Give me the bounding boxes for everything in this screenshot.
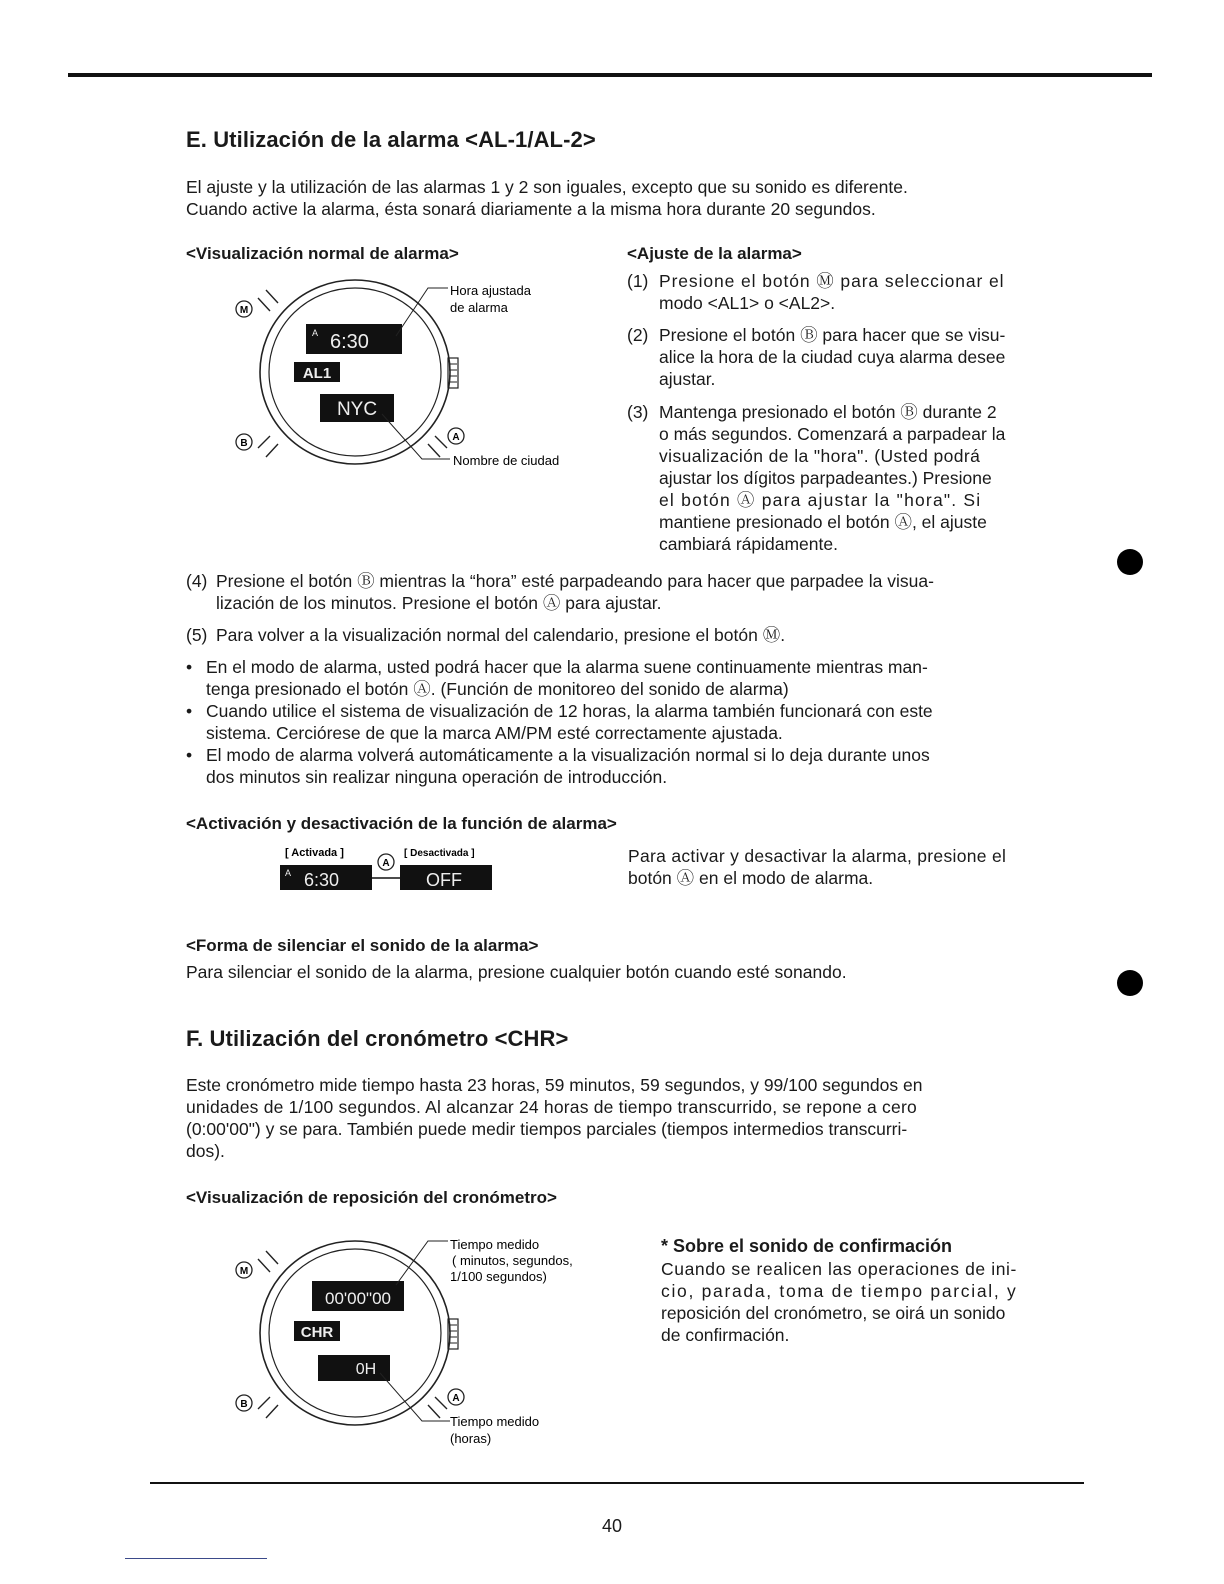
button-b-stem — [258, 436, 278, 457]
leader-measured — [396, 1241, 448, 1285]
step-number: (4) — [186, 571, 208, 591]
button-b-stem — [258, 1397, 278, 1418]
section-f-title: F. Utilización del cronómetro <CHR> — [186, 1026, 569, 1051]
page-number: 40 — [601, 1516, 623, 1536]
label-desactivada: [ Desactivada ] — [404, 848, 475, 859]
label-hora-line1: Hora ajustada — [450, 283, 531, 298]
button-a-stem — [428, 1397, 447, 1418]
intro-line: El ajuste y la utilización de las alarmas 1 y 2 son iguales, excepto que su sonido es diferente. — [186, 177, 908, 197]
button-b-label: B — [240, 438, 248, 449]
step-line: Presione el botón Ⓑ mientras la “hora” esté parpadeando para hacer que parpadee la visua- — [216, 571, 934, 591]
watch-bezel-outer — [260, 280, 450, 464]
lcd-flag: A — [312, 328, 319, 338]
intro-line: Este cronómetro mide tiempo hasta 23 horas, 59 minutos, 59 segundos, y 99/100 segundos en — [186, 1075, 923, 1095]
step-line: Mantenga presionado el botón Ⓑ durante 2 — [659, 402, 997, 422]
step-line: Presione el botón Ⓜ para seleccionar el — [659, 271, 1005, 291]
setting-step-5 — [186, 624, 1086, 646]
button-a-label: A — [452, 432, 460, 443]
step-line: lización de los minutos. Presione el botón Ⓐ para ajustar. — [216, 593, 662, 613]
step-line: alice la hora de la ciudad cuya alarma desee — [659, 347, 1006, 367]
bottom-rule — [150, 1482, 1084, 1484]
button-m-stem — [258, 1251, 278, 1272]
lcd-city: NYC — [336, 399, 378, 420]
button-a-label: A — [452, 1393, 460, 1404]
lcd-on-time: 6:30 — [304, 870, 340, 890]
step-number: (5) — [186, 625, 208, 645]
margin-dot — [1117, 549, 1143, 575]
button-m-label: M — [239, 305, 249, 316]
bullet-line: dos minutos sin realizar ninguna operación de introducción. — [206, 767, 668, 787]
lcd-time: 00'00"00 — [324, 1289, 392, 1308]
label-hours-line1: Tiempo medido — [450, 1414, 540, 1429]
step-line: ajustar los dígitos parpadeantes.) Presione — [659, 468, 992, 488]
lcd-hours-block — [318, 1355, 390, 1381]
label-hours-line2: (horas) — [450, 1431, 492, 1446]
step-line: el botón Ⓐ para ajustar la "hora". Si — [659, 490, 982, 510]
confirm-line: de confirmación. — [661, 1325, 790, 1345]
setting-heading: <Ajuste de la alarma> — [627, 244, 802, 263]
setting-step-1 — [627, 270, 1077, 314]
step-number: (3) — [627, 402, 649, 422]
step-line: visualización de la "hora". (Usted podrá — [659, 446, 981, 466]
margin-dot — [1117, 970, 1143, 996]
step-line: cambiará rápidamente. — [659, 534, 838, 554]
confirm-line: reposición del cronómetro, se oirá un sonido — [661, 1303, 1006, 1323]
activation-diagram — [280, 842, 500, 892]
silence-heading: <Forma de silenciar el sonido de la alarma> — [186, 936, 539, 955]
button-m-label: M — [239, 1266, 249, 1277]
bullet-line: El modo de alarma volverá automáticamente a la visualización normal si lo deja durante unos — [206, 745, 930, 765]
top-rule — [68, 73, 1152, 77]
reset-display-heading: <Visualización de reposición del cronómetro> — [186, 1188, 557, 1207]
activation-heading: <Activación y desactivación de la función de alarma> — [186, 814, 617, 833]
lcd-mode: AL1 — [302, 365, 332, 382]
bullet-line: Cuando utilice el sistema de visualización de 12 horas, la alarma también funcionará con este — [206, 701, 933, 721]
activation-line: botón Ⓐ en el modo de alarma. — [628, 868, 874, 888]
button-b-label: B — [240, 1399, 248, 1410]
label-ciudad: Nombre de ciudad — [453, 453, 560, 468]
bullet-line: tenga presionado el botón Ⓐ. (Función de monitoreo del sonido de alarma) — [206, 679, 789, 699]
section-e-intro — [186, 176, 1086, 220]
intro-line: unidades de 1/100 segundos. Al alcanzar 24 horas de tiempo transcurrido, se repone a cero — [186, 1097, 917, 1117]
label-hora-line2: de alarma — [450, 300, 508, 315]
activation-line: Para activar y desactivar la alarma, presione el — [628, 846, 1007, 866]
label-measured-line1: Tiempo medido — [450, 1237, 540, 1252]
step-line: modo <AL1> o <AL2>. — [659, 293, 836, 313]
step-line: Presione el botón Ⓑ para hacer que se visu- — [659, 325, 1006, 345]
footer-mark — [125, 1558, 267, 1559]
label-measured-line3: 1/100 segundos) — [450, 1269, 547, 1284]
setting-step-2 — [627, 324, 1077, 390]
alarm-watch-diagram — [230, 276, 590, 476]
step-line: o más segundos. Comenzará a parpadear la — [659, 424, 1006, 444]
normal-display-heading: <Visualización normal de alarma> — [186, 244, 459, 263]
bullet-item: • En el modo de alarma, usted podrá hacer que la alarma suene continuamente mientras man- tenga presionado el botón Ⓐ. (Función de monitoreo del sonido de alarma) — [186, 656, 1086, 700]
step-line: Para volver a la visualización normal del calendario, presione el botón Ⓜ. — [216, 625, 786, 645]
bullet-line: sistema. Cerciórese de que la marca AM/PM esté correctamente ajustada. — [206, 723, 783, 743]
silence-text: Para silenciar el sonido de la alarma, presione cualquier botón cuando esté sonando. — [186, 962, 847, 982]
watch-bezel-outer — [260, 1241, 450, 1425]
chrono-watch-diagram — [230, 1233, 600, 1451]
bullet-line: En el modo de alarma, usted podrá hacer que la alarma suene continuamente mientras man- — [206, 657, 928, 677]
step-line: ajustar. — [659, 369, 716, 389]
label-measured-line2: ( minutos, segundos, — [452, 1253, 573, 1268]
bullet-item: • Cuando utilice el sistema de visualización de 12 horas, la alarma también funcionará con este sistema. Cerciórese de que la marca AM/PM esté correctamente ajustada. — [186, 700, 1086, 744]
step-line: mantiene presionado el botón Ⓐ, el ajuste — [659, 512, 987, 532]
activation-text — [628, 845, 1078, 889]
button-a-label: A — [382, 858, 390, 869]
leader-hours — [380, 1373, 450, 1421]
confirm-line: cio, parada, toma de tiempo parcial, y — [661, 1281, 1018, 1301]
section-e-title: E. Utilización de la alarma <AL-1/AL-2> — [186, 127, 596, 152]
step-number: (1) — [627, 271, 649, 291]
intro-line: (0:00'00") y se para. También puede medir tiempos parciales (tiempos intermedios transcurri- — [186, 1119, 908, 1139]
label-activada: [ Activada ] — [285, 847, 344, 859]
confirm-line: Cuando se realicen las operaciones de ini- — [661, 1259, 1017, 1279]
intro-line: Cuando active la alarma, ésta sonará diariamente a la misma hora durante 20 segundos. — [186, 199, 876, 219]
step-number: (2) — [627, 325, 649, 345]
section-f-intro — [186, 1074, 1080, 1162]
confirm-text — [661, 1258, 1079, 1346]
lcd-off-text: OFF — [426, 870, 462, 890]
setting-step-4 — [186, 570, 1086, 614]
setting-step-3 — [627, 401, 1077, 555]
confirm-heading: * Sobre el sonido de confirmación — [661, 1236, 953, 1256]
lcd-mode: CHR — [300, 1324, 334, 1341]
lcd-on-flag: A — [285, 868, 292, 878]
lcd-hours: 0H — [355, 1361, 377, 1378]
intro-line: dos). — [186, 1141, 225, 1161]
bullet-item: • El modo de alarma volverá automáticamente a la visualización normal si lo deja durante unos dos minutos sin realizar ninguna operación de introducción. — [186, 744, 1086, 788]
lcd-time: 6:30 — [330, 331, 369, 353]
button-a-stem — [428, 436, 447, 457]
button-m-stem — [258, 290, 278, 311]
leader-hora — [396, 288, 448, 336]
